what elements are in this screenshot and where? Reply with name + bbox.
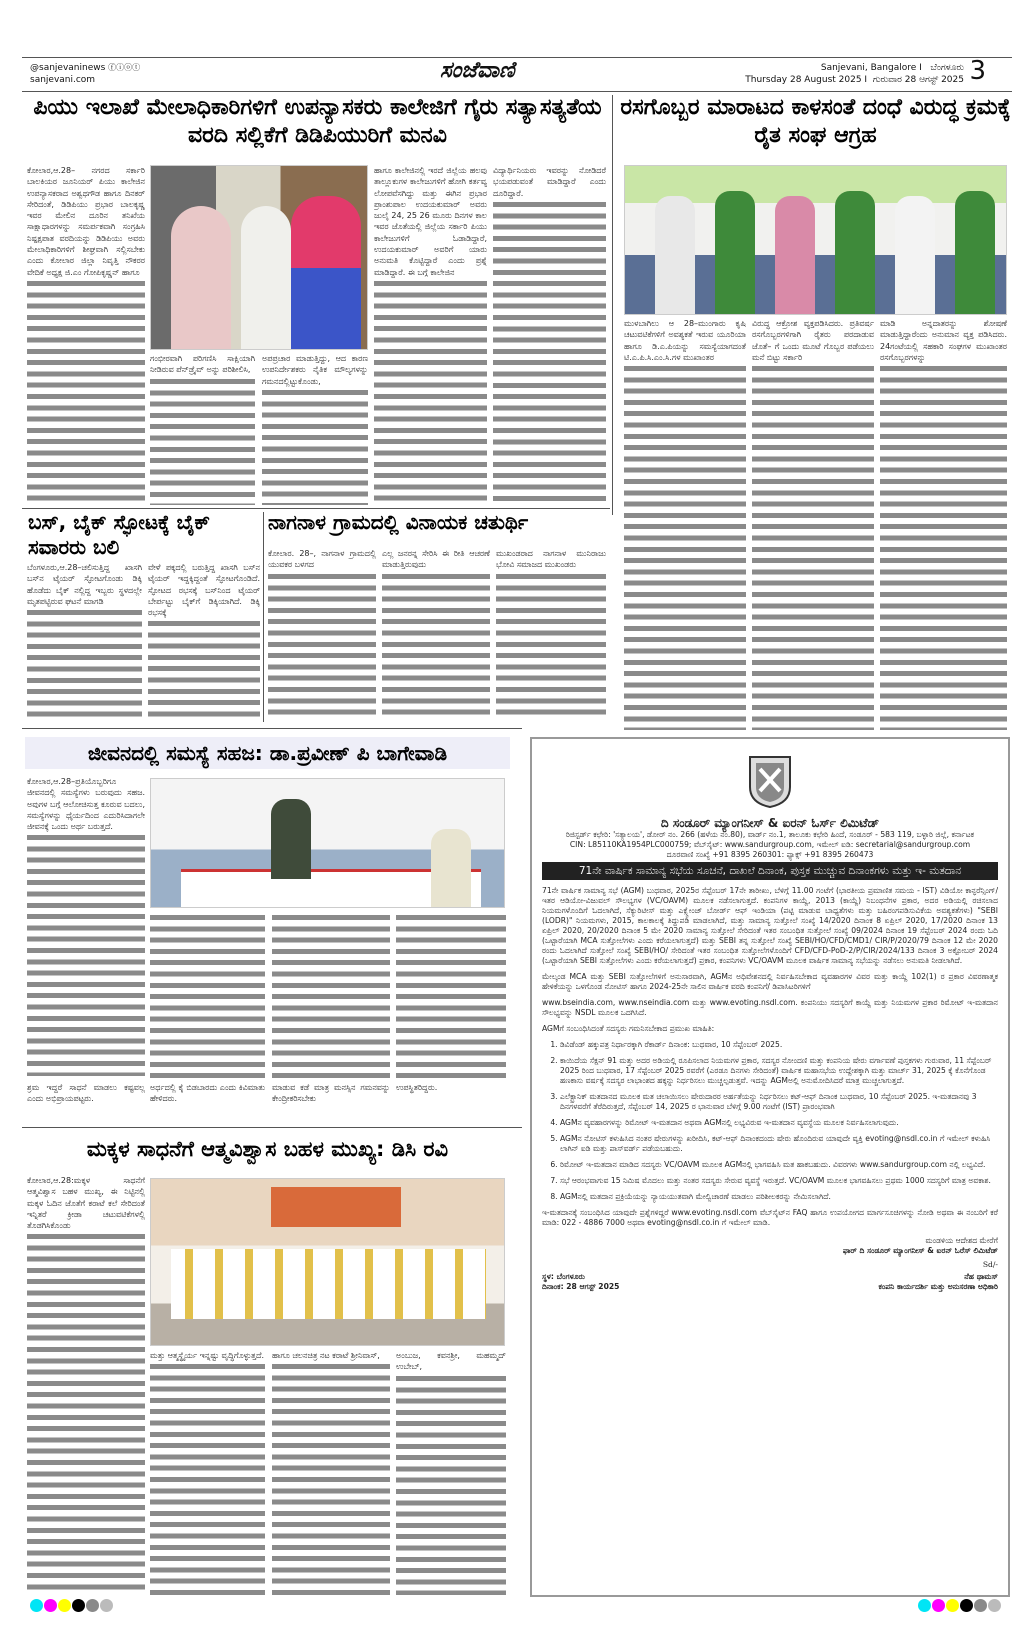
agm-notice-ad [530,737,1010,1597]
magenta-dot [932,1599,945,1612]
rasagobbara-col-2: ವಿರುದ್ಧ ಆಕ್ರೋಶ ವ್ಯಕ್ತಪಡಿಸಿದರು. ಪ್ರತಿವರ್ಷ ರಸಗೊಬ್ಬರಗಳಿಗಾಗಿ ರೈತರು ಪರದಾಡುವ ಜೊತೆ– ಗೆ ಒಂದು ಮೂಟೆ ಗೊಬ್ಬರ ಪಡೆಯಲು ಮನೆ ಬಿಟ್ಟು ಸರ್ಕಾರಿ [752,318,874,730]
black-dot [960,1599,973,1612]
social-handle: @sanjevaninews [30,63,106,73]
notice-item: 5. AGMನ ನೋಟಿಸ್ ಕಳುಹಿಸಿದ ನಂತರ ಷೇರುಗಳನ್ನು ಖರೀದಿಸಿ, ಕಟ್-ಆಫ್ ದಿನಾಂಕದಂದು ಷೇರು ಹೊಂದಿರುವ ಯಾವುದೇ ವ್ಯಕ್ತಿ evoting@nsdl.co.in ಗೆ ಇಮೇಲ್ ಕಳುಹಿಸಿ ಲಾಗಿನ್ ಐಡಿ ಮತ್ತು ಪಾಸ್‌ವರ್ಡ್ ಪಡೆಯಬಹುದು. [560,1134,998,1154]
jeevana-col-1: ಕೋಲಾರ,ಆ.28–ಪ್ರತಿಯೊಬ್ಬರಿಗೂ ಜೀವನದಲ್ಲಿ ಸಮಸ್ಯೆಗಳು ಬರುವುದು ಸಹಜ. ಅವುಗಳ ಬಗ್ಗೆ ಆಲೋಚಿಸುತ್ತ ಕೂರುವ ಬದಲು, ಸಮಸ್ಯೆಗಳನ್ನು ಧೈರ್ಯದಿಂದ ಎದುರಿಸಿದಾಗಲೇ ಜೀವನಕ್ಕೆ ಒಂದು ಅರ್ಥ ಬರುತ್ತದೆ. [27,776,145,1076]
column-divider [263,512,264,722]
signature-sd: Sd/- [982,1260,998,1269]
gray-dot [86,1599,99,1612]
section-rule [22,728,522,729]
company-cin: CIN: L85110KA1954PLC000759; ವೆಬ್‌ಸೈಟ್: www.sandurgroup.com, ಇಮೇಲ್ ಐಡಿ: secretarial@sandurgroup.com [569,840,971,849]
rasagobbara-photo [624,165,1007,315]
company-phone: ದೂರವಾಣಿ ಸಂಖ್ಯೆ +91 8395 260301: ಫ್ಯಾಕ್ಸ್ +91 8395 260473 [666,850,874,859]
company-name: ದಿ ಸಂಡೂರ್ ಮ್ಯಾಂಗನೀಸ್ & ಐರನ್ ಓರ್ಸ್ ಲಿಮಿಟೆಡ್ [660,816,880,830]
notice-item: 7. ಸಭೆ ಆರಂಭವಾಗುವ 15 ನಿಮಿಷ ಮೊದಲು ಮತ್ತು ನಂತರ ಸದಸ್ಯರು ಸೇರುವ ವ್ಯವಸ್ಥೆ ಇರುತ್ತದೆ. VC/OAVM ಮೂಲಕ ಭಾಗವಹಿಸಲು ಪ್ರಥಮ 1000 ಸದಸ್ಯರಿಗೆ ಮಾತ್ರ ಅವಕಾಶ. [560,1176,998,1186]
pu-col-4: ಹಾಗೂ ಕಾಲೇಜಿನಲ್ಲಿ ಇರದೆ ಜಿಲ್ಲೆಯ ಹಲವು ತಾಲ್ಲೂಕುಗಳ ಕಾಲೇಜುಗಳಿಗೆ ಹೋಗಿ ಕರ್ತವ್ಯ ಲೋಪವೆಸಗಿದ್ದು ಮತ್ತು ಈಗಿನ ಪ್ರಭಾರ ಪ್ರಾಂಶುಪಾಲ ಉದಯಕುಮಾರ್ ಅವರು ಜುಲೈ 24, 25 26 ಮೂರು ದಿನಗಳ ಕಾಲ ಇವರ ಜೊತೆಯಲ್ಲಿ ಜಿಲ್ಲೆಯ ಸರ್ಕಾರಿ ಪಿಯು ಕಾಲೇಜುಗಳಿಗೆ ಓಡಾಡಿದ್ದಾರೆ, ಉದಯಕುಮಾರ್ ಅವರಿಗೆ ಯಾರು ಅನುಮತಿ ಕೊಟ್ಟಿದ್ದಾರೆ ಎಂದು ಪ್ರಶ್ನೆ ಮಾಡಿದ್ದಾರೆ. ಈ ಬಗ್ಗೆ ಕಾಲೇಜಿನ [374,165,487,505]
info-heading: AGMಗೆ ಸಂಬಂಧಿಸಿದಂತೆ ಸದಸ್ಯರು ಗಮನಿಸಬೇಕಾದ ಪ್ರಮುಖ ಮಾಹಿತಿ: [542,1024,715,1033]
cyan-dot [30,1599,43,1612]
yellow-dot [58,1599,71,1612]
makkala-col-4: ಅಂಬುಜ, ಕವನಶ್ರೀ, ಮಹಮ್ಮದ್ ಉಬೇಬ್, [396,1350,506,1595]
jeevana-col-1-end: ಶ್ರಮ ಇದ್ದರೆ ಸಾಧನೆ ಮಾಡಲು ಕಷ್ಟವಲ್ಲ ಎಂದು ಅಭಿಪ್ರಾಯಪಟ್ಟರು. [27,1083,145,1104]
notice-item: 6. ರಿಮೋಟ್ ಇ-ಮತದಾನ ಮಾಡಿದ ಸದಸ್ಯರು VC/OAVM ಮೂಲಕ AGMನಲ್ಲಿ ಭಾಗವಹಿಸಿ ಮತ ಹಾಕಬಹುದು. ವಿವರಗಳು www.sandurgroup.com ನಲ್ಲಿ ಲಭ್ಯವಿದೆ. [560,1160,998,1170]
notice-para-4: ಇ-ಮತದಾನಕ್ಕೆ ಸಂಬಂಧಿಸಿದ ಯಾವುದೇ ಪ್ರಶ್ನೆಗಳಿದ್ದರೆ www.evoting.nsdl.com ವೆಬ್‌ಸೈಟ್‌ನ FAQ ಹಾಗೂ ಉಪಯೋಗದ ಮಾರ್ಗಸೂಚಿಗಳನ್ನು ನೋಡಿ ಅಥವಾ ಈ ನಂಬರಿಗೆ ಕರೆ ಮಾಡಿ: 022 - 4886 7000 ಅಥವಾ evoting@nsdl.co.in ಗೆ ಇಮೇಲ್ ಮಾಡಿ. [542,1208,998,1227]
bus-col-1: ಬೆಂಗಳೂರು,ಆ.28–ಚಲಿಸುತ್ತಿದ್ದ ಖಾಸಗಿ ಬಸ್‌ನ ಟೈಯರ್ ಸ್ಫೋಟಗೊಂಡು ಡಿಕ್ಕಿ ಹೊಡೆದು ಬೈಕ್ ನಲ್ಲಿದ್ದ ಇಬ್ಬರು ಸ್ಥಳದಲ್ಲೇ ಮೃತಪಟ್ಟಿರುವ ಘಟನೆ ಮಾಗಡಿ [27,562,142,720]
jeevana-col-4: ಉಪಸ್ಥಿತರಿದ್ದರು. [396,912,506,1106]
gray-dot [974,1599,987,1612]
yellow-dot [946,1599,959,1612]
jeevana-photo [150,778,505,908]
jeevana-col-3: ಮಾಡುವ ಕಡೆ ಮಾತ್ರ ಮನಸ್ಸಿನ ಗಮನವನ್ನು ಕೇಂದ್ರೀಕರಿಸಬೇಕು [272,912,390,1106]
page-number: 3 [969,56,986,86]
bus-col-2: ವೇಳೆ ಪಕ್ಕದಲ್ಲಿ ಬರುತ್ತಿದ್ದ ಖಾಸಗಿ ಬಸ್‌ನ ಟೈಯರ್ ಇದ್ದಕ್ಕಿದ್ದಂತೆ ಸ್ಫೋಟಗೊಂಡಿದೆ. ಸ್ಫೋಟದ ರಭಸಕ್ಕೆ ಬಸ್‌ನಿಂದ ಟೈಯರ್ ಬೇರ್ಪಟ್ಟು ಬೈಕ್‌ಗೆ ಡಿಕ್ಕಿಯಾಗಿದೆ. ಡಿಕ್ಕಿ ರಭಸಕ್ಕೆ [148,562,260,720]
notice-item: 8. AGMನಲ್ಲಿ ಮತದಾನ ಪ್ರಕ್ರಿಯೆಯನ್ನು ನ್ಯಾಯಯುತವಾಗಿ ಮೇಲ್ವಿಚಾರಣೆ ಮಾಡಲು ಪರಿಶೀಲಕರನ್ನು ನೇಮಿಸಲಾಗಿದೆ. [560,1192,998,1202]
section-rule [22,508,610,509]
pu-col-1: ಕೋಲಾರ,ಆ.28– ನಗರದ ಸರ್ಕಾರಿ ಬಾಲಕಿಯರ ಜೂನಿಯರ್ ಪಿಯು ಕಾಲೇಜಿನ ಉಪನ್ಯಾಸಕರಾದ ಅಶ್ವಥಗೌಡ ಹಾಗೂ ದಿನಕರ್ ಸೇರಿದಂತೆ, ಡಿಡಿಪಿಯು ಪ್ರಭಾರ ಬಾಲಕೃಷ್ಣ ಇವರ ಮೇಲಿನ ದೂರಿನ ತನಿಖೆಯ ಸಾಕ್ಷಾಧಾರಗಳನ್ನು ಸಮರ್ಪಕವಾಗಿ ಸಂಗ್ರಹಿಸಿ ನಿಷ್ಪಕ್ಷಪಾತ ವರದಿಯನ್ನು ಡಿಡಿಪಿಯು ಅವರು ಮೇಲಾಧಿಕಾರಿಗಳಿಗೆ ಶೀಘ್ರವಾಗಿ ಸಲ್ಲಿಸಬೇಕು ಎಂದು ಕೋಲಾರ ಜಿಲ್ಲಾ ನಿವೃತ್ತಿ ನೌಕರರ ವೇದಿಕೆ ಅಧ್ಯಕ್ಷ ಜಿ.ಎಂ ಗೋಪಿಕೃಷ್ಣನ್ ಹಾಗೂ [27,165,145,505]
for-company: ಫಾರ್ ದಿ ಸಂಡೂರ್ ಮ್ಯಾಂಗನೀಸ್ & ಐರನ್ ಓರೆಸ್ ಲಿಮಿಟೆಡ್ [842,1246,998,1255]
section-rule [22,1127,522,1128]
signatory-name: ನೆಹ ಥಾಮಸ್ [964,1272,998,1281]
naganala-col-1: ಕೋಲಾರ. 28–, ನಾಗನಾಳ ಗ್ರಾಮದಲ್ಲಿ ಯುವಕರ ಬಳಗದ [268,548,376,720]
notice-para-3: www.bseindia.com, www.nseindia.com ಮತ್ತು www.evoting.nsdl.com. ಕಂಪನಿಯು ಸದಸ್ಯರಿಗೆ ಕಾಯ್ದೆ ಮತ್ತು ನಿಯಮಗಳ ಪ್ರಕಾರ ರಿಮೋಟ್ ಇ-ಮತದಾನ ಸೌಲಭ್ಯವನ್ನು NSDL ಮೂಲಕ ಒದಗಿಸಿದೆ. [542,998,998,1017]
notice-title: 71ನೇ ವಾರ್ಷಿಕ ಸಾಮಾನ್ಯ ಸಭೆಯ ಸೂಚನೆ, ದಾಖಲೆ ದಿನಾಂಕ, ಪುಸ್ತಕ ಮುಚ್ಚುವ ದಿನಾಂಕಗಳು ಮತ್ತು ಇ- ಮತದಾನ [542,862,998,880]
color-registration-right [918,1597,1002,1616]
headline-makkala: ಮಕ್ಕಳ ಸಾಧನೆಗೆ ಆತ್ಮವಿಶ್ವಾಸ ಬಹಳ ಮುಖ್ಯ: ಡಿಸಿ ರವಿ [86,1137,449,1161]
headline-bus: ಬಸ್, ಬೈಕ್ ಸ್ಫೋಟಕ್ಕೆ ಬೈಕ್ ಸವಾರರು ಬಲಿ [28,510,210,559]
notice-item: 2. ಕಾಯಿದೆಯ ಸೆಕ್ಷನ್ 91 ಮತ್ತು ಅದರ ಅಡಿಯಲ್ಲಿ ರೂಪಿಸಲಾದ ನಿಯಮಗಳ ಪ್ರಕಾರ, ಸದಸ್ಯರ ನೋಂದಣಿ ಮತ್ತು ಕಂಪನಿಯ ಷೇರು ವರ್ಗಾವಣೆ ಪುಸ್ತಕಗಳು ಗುರುವಾರ, 11 ಸೆಪ್ಟೆಂಬರ್ 2025 ರಿಂದ ಬುಧವಾರ, 17 ಸೆಪ್ಟೆಂಬರ್ 2025 ರವರೆಗೆ (ಎರಡೂ ದಿನಗಳು ಸೇರಿದಂತೆ) ವಾರ್ಷಿಕ ಮಹಾಸಭೆಯ ಉದ್ದೇಶಕ್ಕಾಗಿ ಮತ್ತು ಮಾರ್ಚ್ 31, 2025 ಕ್ಕೆ ಕೊನೆಗೊಂಡ ಹಣಕಾಸು ವರ್ಷಕ್ಕೆ ಸದಸ್ಯರ ಲಾಭಾಂಶದ ಹಕ್ಕನ್ನು ನಿರ್ಧರಿಸಲು ಮುಚ್ಚಲ್ಪಡುತ್ತವೆ. ಇದನ್ನು AGMಅಲ್ಲಿ ಅನುಮೋದಿಸಿದರೆ ಮಾತ್ರ ಮುಚ್ಚಲಾಗುತ್ತದೆ. [560,1056,998,1086]
notice-item: 4. AGMನ ವ್ಯವಹಾರಗಳನ್ನು ರಿಮೋಟ್ ಇ-ಮತದಾನ ಅಥವಾ AGMನಲ್ಲಿ ಲಭ್ಯವಿರುವ ಇ-ಮತದಾನ ವ್ಯವಸ್ಥೆಯ ಮೂಲಕ ನಿರ್ವಹಿಸಲಾಗುವುದು. [560,1118,998,1128]
date-en: Thursday 28 August 2025 I [745,75,868,85]
makkala-photo [150,1178,505,1346]
notice-items [542,1040,998,1202]
makkala-col-1: ಕೋಲಾರ,ಆ.28:ಮಕ್ಕಳ ಸಾಧನೆಗೆ ಆತ್ಮವಿಶ್ವಾಸ ಬಹಳ ಮುಖ್ಯ, ಈ ನಿಟ್ಟಿನಲ್ಲಿ ಮಕ್ಕಳ ಓದಿನ ಜೊತೆಗೆ ಕರಾಟೆ ಕಲೆ ಸೇರಿದಂತೆ ಇನ್ನಿತರೆ ಕ್ರೀಡಾ ಚಟುವಟಿಕೆಗಳಲ್ಲಿ ತೊಡಗಿಸಿಕೊಂಡು [27,1175,145,1595]
masthead-rule [22,91,1012,92]
makkala-col-2: ಮತ್ತು ಆತ್ಮಸ್ಥೈರ್ಯ ಇನ್ನಷ್ಟು ವೃದ್ಧಿಗೊಳ್ಳುತ್ತದೆ. [150,1350,265,1595]
company-emblem-icon [542,749,998,812]
rasagobbara-col-1: ಮುಳಬಾಗಿಲು ಆ 28–ಮುಂಗಾರು ಕೃಷಿ ಚಟುವಟಿಕೆಗಳಿಗೆ ಅವಶ್ಯಕತೆ ಇರುವ ಯೂರಿಯಾ ಹಾಗೂ ಡಿ.ಎ.ಪಿಯನ್ನು ಸಮಸ್ಯೆಯಾಗದಂತೆ ಟಿ.ಎ.ಪಿ.ಸಿ.ಎಂ.ಸಿ.ಗಳ ಮುಖಾಂತರ [624,318,746,730]
pu-col-5: ವಿದ್ಯಾರ್ಥಿನಿಯರು ಇವರನ್ನು ನೋಡಿದರೆ ಭಯಪಡುವಂತೆ ಮಾಡಿದ್ದಾರೆ ಎಂದು ದೂರಿದ್ದಾರೆ. [493,165,606,505]
city: ಬೆಂಗಳೂರು [930,63,964,73]
magenta-dot [44,1599,57,1612]
newspaper-logo: ಸಂಜೆವಾಣಿ [440,58,515,83]
makkala-col-3: ಹಾಗೂ ಚಲನಚಿತ್ರ ನಟ ಕರಾಟೆ ಶ್ರೀನಿವಾಸ್, [272,1350,390,1595]
cyan-dot [918,1599,931,1612]
social-icons: ⓕⓘⓞⓣ [108,63,141,72]
masthead-left [30,62,140,86]
notice-para-2: ಮೇಲ್ಕಂಡ MCA ಮತ್ತು SEBI ಸುತ್ತೋಲೆಗಳಿಗೆ ಅನುಸಾರವಾಗಿ, AGMನ ಅಧಿವೇಶನದಲ್ಲಿ ನಿರ್ವಹಿಸಬೇಕಾದ ವ್ಯವಹಾರಗಳ ವಿವರ ಮತ್ತು ಕಾಯ್ದೆ 102(1) ರ ಪ್ರಕಾರ ವಿವರಣಾತ್ಮಕ ಹೇಳಿಕೆಯನ್ನು ಒಳಗೊಂಡ ನೋಟಿಸ್ ಹಾಗೂ 2024-25ನೇ ಸಾಲಿನ ವಾರ್ಷಿಕ ವರದಿ ಕಂಪನಿಗೆ/ ಡಿಪಾಸಿಟರಿಗಳಿಗೆ [542,972,998,991]
headline-rasagobbara: ರಸಗೊಬ್ಬರ ಮಾರಾಟದ ಕಾಳಸಂತೆ ದಂಧೆ ವಿರುದ್ಧ ಕ್ರಮಕ್ಕೆ ರೈತ ಸಂಘ ಆಗ್ರಹ [620,95,1011,148]
headline-naganala: ನಾಗನಾಳ ಗ್ರಾಮದಲ್ಲಿ ವಿನಾಯಕ ಚತುರ್ಥಿ [268,510,529,534]
pu-col-3: ಅಪಪ್ರಚಾರ ಮಾಡುತ್ತಿದ್ದು, ಆದ ಕಾರಣ ಉಪನಿರ್ದೇಶಕರು ನೈತಿಕ ಮೌಲ್ಯಗಳನ್ನು ಗಮನದಲ್ಲಿಟ್ಟುಕೊಂಡು, [262,353,368,505]
rasagobbara-col-3: ಮಾಡಿ ಅನ್ನದಾತರನ್ನು ಶೋಷಣೆ ಮಾಡುತ್ತಿದ್ದಾರೆಂದು ಅನುಮಾನ ವ್ಯಕ್ತ ಪಡಿಸಿದರು. 24ಗಂಟೆಯಲ್ಲಿ ಸಹಕಾರಿ ಸಂಘಗಳ ಮುಖಾಂತರ ರಸಗೊಬ್ಬರಗಳನ್ನು [880,318,1007,730]
black-dot [72,1599,85,1612]
notice-date: ದಿನಾಂಕ: 28 ಆಗಸ್ಟ್ 2025 [542,1282,620,1291]
pu-col-2: ಗಂಭೀರವಾಗಿ ಪರಿಗಣಿಸಿ ಸಾಕ್ಷಿಯಾಗಿ ನೀಡಿರುವ ಪೆನ್‌ಡ್ರೈವ್ ಅನ್ನು ಪರಿಶೀಲಿಸಿ, [150,353,255,505]
headline-jeevana: ಜೀವನದಲ್ಲಿ ಸಮಸ್ಯೆ ಸಹಜ: ಡಾ.ಪ್ರವೀಣ್ ಪಿ ಬಾಗೇವಾಡಿ [25,737,510,769]
color-registration-left [30,1597,114,1616]
notice-place: ಸ್ಥಳ: ಬೆಂಗಳೂರು [542,1272,585,1281]
edition: Sanjevani, Bangalore I [820,63,922,73]
notice-item: 3. ಎಲೆಕ್ಟ್ರಾನಿಕ್ ಮತದಾನದ ಮೂಲಕ ಮತ ಚಲಾಯಿಸಲು ಷೇರುದಾರರ ಅರ್ಹತೆಯನ್ನು ನಿರ್ಧರಿಸಲು ಕಟ್-ಆಫ್ ದಿನಾಂಕ ಬುಧವಾರ, 10 ಸೆಪ್ಟೆಂಬರ್ 2025. ಇ-ಮತದಾನವು 3 ದಿನಗಳವರೆಗೆ ತೆರೆದಿರುತ್ತದೆ, ಸೆಪ್ಟೆಂಬರ್ 14, 2025 ರ ಭಾನುವಾರ ಬೆಳಿಗ್ಗೆ 9.00 ಗಂಟೆಗೆ (IST) ಪ್ರಾರಂಭವಾಗಿ [560,1092,998,1112]
notice-item: 1. ಡಿವಿಡೆಂಡ್ ಹಕ್ಕುಪತ್ರ ನಿರ್ಧಾರಕ್ಕಾಗಿ ರೆಕಾರ್ಡ್ ದಿನಾಂಕ: ಬುಧವಾರ, 10 ಸೆಪ್ಟೆಂಬರ್ 2025. [560,1040,998,1050]
top-rule [22,57,1012,58]
masthead-right [745,62,964,86]
headline-pu: ಪಿಯು ಇಲಾಖೆ ಮೇಲಾಧಿಕಾರಿಗಳಿಗೆ ಉಪನ್ಯಾಸಕರು ಕಾಲೇಜಿಗೆ ಗೈರು ಸತ್ಯಾಸತ್ಯತೆಯ ವರದಿ ಸಲ್ಲಿಕೆಗೆ ಡಿಡಿಪಿಯುರಿಗೆ ಮನವಿ [33,95,602,148]
naganala-col-3: ಮುಖಂಡರಾದ ನಾಗನಾಳ ಮುನಿರಾಜು ಭೋವಿ ಸಮಾಜದ ಮುಖಂಡರು [496,548,606,720]
lightgray-dot [100,1599,113,1612]
signatory-designation: ಕಂಪನಿ ಕಾರ್ಯದರ್ಶಿ ಮತ್ತು ಅನುಸರಣಾ ಅಧಿಕಾರಿ [878,1282,998,1291]
board-order: ಮಂಡಳಿಯ ಆದೇಶದ ಮೇರೆಗೆ [925,1236,998,1245]
company-address: ರಿಜಿಸ್ಟರ್ಡ್ ಕಛೇರಿ: 'ಸತ್ಯಾಲಯ', ಡೋರ್ ನಂ. 266 (ಹಳೆಯ ನಂ.80), ವಾರ್ಡ್ ನಂ.1, ತಾಲೂಕು ಕಛೇರಿ ಹಿಂದೆ, ಸಂಡೂರ್ - 583 119, ಬಳ್ಳಾರಿ ಜಿಲ್ಲೆ, ಕರ್ನಾಟಕ [565,830,975,839]
website: sanjevani.com [30,75,96,85]
jeevana-col-2: ಅರ್ಧದಲ್ಲಿ ಕೈ ಬಿಡಬಾರದು ಎಂದು ಕಿವಿಮಾತು ಹೇಳಿದರು. [150,912,265,1106]
column-divider [612,95,613,515]
lightgray-dot [988,1599,1001,1612]
naganala-col-2: ಎಲ್ಲ ಜನರನ್ನ ಸೇರಿಸಿ ಈ ರೀತಿ ಆಚರಣೆ ಮಾಡುತ್ತಿರುವುದು [382,548,490,720]
date-kn: ಗುರುವಾರ 28 ಆಗಸ್ಟ್ 2025 [872,75,964,85]
pu-photo [150,165,368,350]
notice-para-1: 71ನೇ ವಾರ್ಷಿಕ ಸಾಮಾನ್ಯ ಸಭೆ (AGM) ಬುಧವಾರ, 2025ರ ಸೆಪ್ಟೆಂಬರ್ 17ನೇ ತಾರೀಖು, ಬೆಳಿಗ್ಗೆ 11.00 ಗಂಟೆಗೆ (ಭಾರತೀಯ ಪ್ರಮಾಣಿತ ಸಮಯ - IST) ವಿಡಿಯೋ ಕಾನ್ಫರೆನ್ಸಿಂಗ್/ಇತರ ಆಡಿಯೋ-ವಿಜುವಲ್ ಸೌಲಭ್ಯಗಳ (VC/OAVM) ಮೂಲಕ ನಡೆಸಲಾಗುತ್ತದೆ. ಕಂಪನಿಗಳ ಕಾಯ್ದೆ, 2013 (ಕಾಯ್ದೆ) ನಿಬಂಧನೆಗಳ ಪ್ರಕಾರ, ಅದರ ಅಡಿಯಲ್ಲಿ ರಚಿಸಲಾದ ನಿಯಮಗಳೊಂದಿಗೆ ಓದಲಾಗಿದೆ, ಸೆಕ್ಯುರಿಟೀಸ್ ಮತ್ತು ಎಕ್ಸ್ಚೇಂಜ್ ಬೋರ್ಡ್ ಆಫ್ ಇಂಡಿಯಾ (ಪಟ್ಟಿ ಮಾಡುವ ಬಾಧ್ಯತೆಗಳು ಮತ್ತು ಬಹಿರಂಗಪಡಿಸುವಿಕೆಯ ಅವಶ್ಯಕತೆಗಳು) "SEBI (LODR)" ನಿಯಮಗಳು, 2015, ಕಾಲಕಾಲಕ್ಕೆ ತಿದ್ದುಪಡಿ ಮಾಡಲಾಗಿದೆ, ಮತ್ತು ಸಾಮಾನ್ಯ ಸುತ್ತೋಲೆ ಸಂಖ್ಯೆ 14/2020 ದಿನಾಂಕ 8 ಏಪ್ರಿಲ್ 2020, 17/2020 ದಿನಾಂಕ 13 ಏಪ್ರಿಲ್ 2020, 20/2020 ದಿನಾಂಕ 5 ಮೇ 2020 ಸಾಮಾನ್ಯ ಸುತ್ತೋಲೆ ಸೇರಿದಂತೆ ಇತರ ಸಂಬಂಧಿತ ಸುತ್ತೋಲೆ ಸಂಖ್ಯೆ 09/2024 ದಿನಾಂಕ 19 ಸೆಪ್ಟೆಂಬರ್ 2024 ರಂದು ಓದಿ (ಒಟ್ಟಾರೆಯಾಗಿ MCA ಸುತ್ತೋಲೆಗಳು ಎಂದು ಕರೆಯಲಾಗುತ್ತದೆ) ಮತ್ತು SEBI ತನ್ನ ಸುತ್ತೋಲೆ ಸಂಖ್ಯೆ SEBI/HO/CFD/CMD1/ CIR/P/2020/79 ದಿನಾಂಕ 12 ಮೇ 2020 ರಂದು ಓದಲಾಗಿದೆ ಸುತ್ತೋಲೆ ಸಂಖ್ಯೆ SEBI/HO/ ಸೇರಿದಂತೆ ಇತರ ಸಂಬಂಧಿತ ಸುತ್ತೋಲೆಗಳೊಂದಿಗೆ CFD/CFD-PoD-2/P/CIR/2024/133 ದಿನಾಂಕ 3 ಅಕ್ಟೋಬರ್ 2024 (ಒಟ್ಟಾರೆಯಾಗಿ SEBI ಸುತ್ತೋಲೆಗಳು ಎಂದು ಕರೆಯಲಾಗುತ್ತದೆ) ಪ್ರಕಾರ, ಕಂಪನಿಗಳು VC/OAVM ಮೂಲಕ ವಾರ್ಷಿಕ ಸಾಮಾನ್ಯ ಸಭೆಯನ್ನು ನಡೆಸಲು ಅನುಮತಿ ನೀಡಲಾಗಿದೆ. [542,886,998,965]
